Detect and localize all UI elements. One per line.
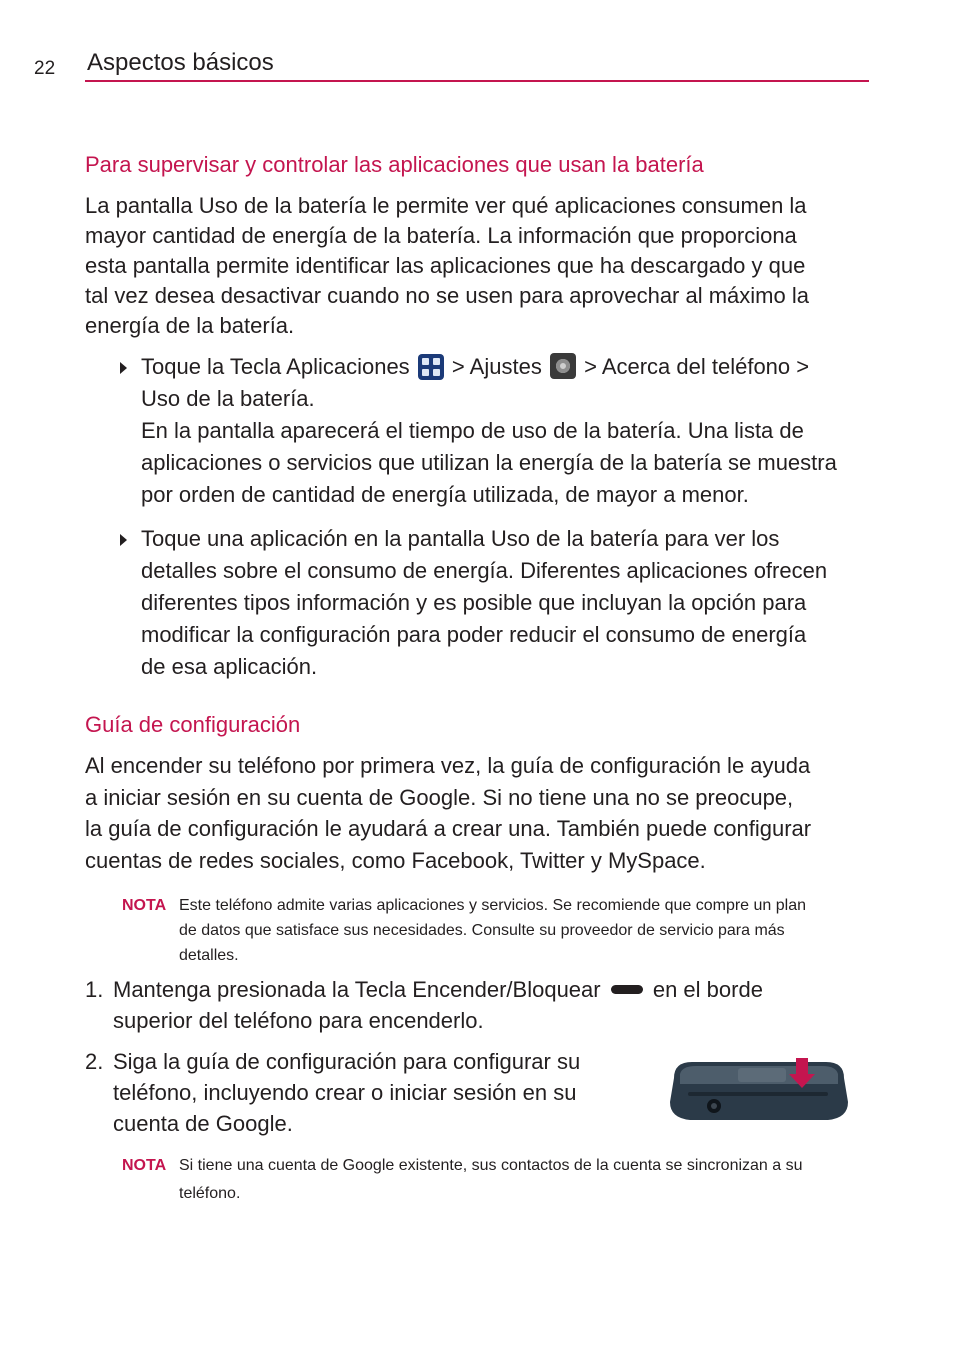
text-line: [113, 974, 875, 1005]
bullet-text: Toque la: [141, 354, 230, 379]
step-text: Mantenga presionada la: [113, 977, 355, 1002]
page-number: 22: [34, 58, 56, 79]
text-line: energía de la batería.: [85, 313, 295, 338]
text-line: Este teléfono admite varias aplicaciones y servicios. Se recomiende que compre un plan: [179, 897, 806, 914]
text-line: esta pantalla permite identificar las aplicaciones que ha descargado y que: [85, 253, 806, 278]
settings-icon: [550, 353, 576, 379]
battery-use-label: Uso de la batería: [141, 386, 309, 411]
bullet-item-app-details: [120, 523, 880, 683]
text-line: tal vez desea desactivar cuando no se usen para aprovechar al máximo la: [85, 283, 809, 308]
note-plan: [122, 893, 882, 968]
power-key-label: Tecla Encender/Bloquear: [354, 977, 601, 1002]
phone-top-edge-image: [668, 1056, 850, 1124]
note-google-account: [122, 1152, 882, 1208]
text-line: detalles sobre el consumo de energía. Diferentes aplicaciones ofrecen: [141, 558, 828, 583]
text-line: teléfono.: [179, 1185, 241, 1202]
text-line: de datos que satisface sus necesidades. Consulte su proveedor de servicio para más: [179, 922, 785, 939]
text-line: la guía de configuración le ayudará a crear una. También puede configurar: [85, 816, 812, 841]
text-line: Al encender su teléfono por primera vez, la guía de configuración le ayuda: [85, 753, 811, 778]
text-line: La pantalla Uso de la batería le permite ver qué aplicaciones consumen la: [85, 193, 807, 218]
step-number: 1.: [85, 977, 104, 1002]
text-line: por orden de cantidad de energía utilizada, de mayor a menor.: [141, 482, 749, 507]
separator-text: >: [790, 354, 810, 379]
power-key-icon: [611, 985, 643, 994]
text-line: superior del teléfono para encenderlo.: [113, 1008, 484, 1033]
step-text: en el borde: [646, 977, 763, 1002]
text-line: modificar la configuración para poder reducir el consumo de energía: [141, 622, 807, 647]
note-label: NOTA: [122, 1157, 167, 1174]
text-line: mayor cantidad de energía de la batería. La información que proporciona: [85, 223, 797, 248]
settings-label: Ajustes: [469, 354, 542, 379]
text-line: a iniciar sesión en su cuenta de Google. Si no tiene una no se preocupe,: [85, 784, 794, 810]
setup-section-heading: Guía de configuración: [85, 712, 301, 737]
battery-intro-paragraph: [85, 191, 875, 341]
step-1: [85, 974, 875, 1036]
step-2: [85, 1046, 625, 1139]
note-label: NOTA: [122, 897, 167, 914]
text-line: [141, 383, 880, 415]
text-line: cuentas de redes sociales, como Facebook, Twitter y MySpace.: [85, 847, 706, 873]
period-text: .: [308, 386, 315, 411]
apps-grid-icon: [418, 354, 444, 380]
setup-intro-paragraph: [85, 750, 875, 876]
separator-text: >: [445, 354, 470, 379]
text-line: detalles.: [179, 947, 239, 964]
bullet-item-battery-path: [120, 351, 880, 511]
step-number: 2.: [85, 1049, 104, 1074]
text-line: Toque una aplicación en la pantalla Uso de la batería para ver los: [141, 526, 780, 551]
text-line: aplicaciones o servicios que utilizan la energía de la batería se muestra: [141, 450, 837, 475]
about-phone-label: Acerca del teléfono: [601, 354, 791, 379]
header-rule: [85, 80, 869, 82]
battery-section-heading: Para supervisar y controlar las aplicaciones que usan la batería: [85, 152, 704, 177]
text-line: cuenta de Google.: [113, 1111, 293, 1136]
bullet-arrow-icon: [120, 534, 127, 546]
separator-text: >: [577, 354, 602, 379]
text-line: En la pantalla aparecerá el tiempo de uso de la batería. Una lista de: [141, 418, 804, 443]
section-title: Aspectos básicos: [87, 49, 274, 76]
text-line: Siga la guía de configuración para configurar su: [113, 1049, 581, 1074]
text-line: [141, 351, 880, 383]
apps-key-label: Tecla Aplicaciones: [229, 354, 410, 379]
text-line: Si tiene una cuenta de Google existente, sus contactos de la cuenta se sincronizan a su: [179, 1157, 803, 1174]
text-line: diferentes tipos información y es posible que incluyan la opción para: [141, 590, 807, 615]
text-line: teléfono, incluyendo crear o iniciar sesión en su: [113, 1080, 577, 1105]
text-line: de esa aplicación.: [141, 654, 318, 679]
bullet-arrow-icon: [120, 362, 127, 374]
